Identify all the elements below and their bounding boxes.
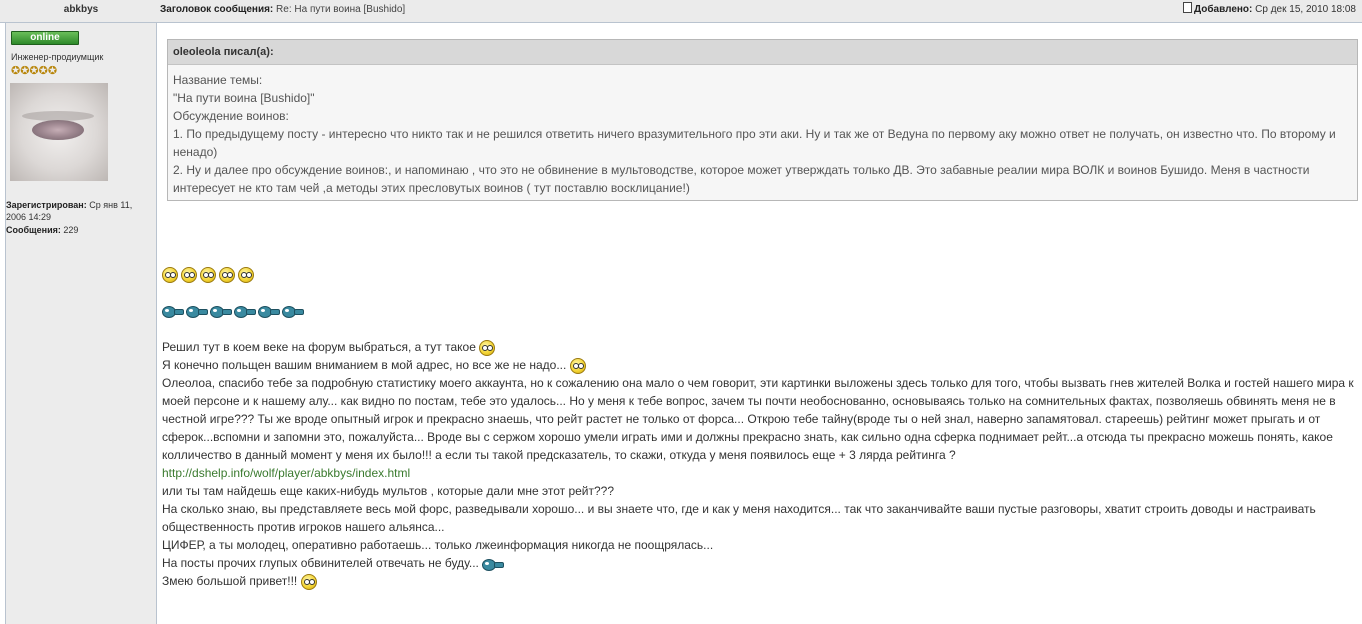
message-line xyxy=(162,338,1358,356)
post-count-info xyxy=(6,224,78,236)
rolling-eyes-smiley-icon xyxy=(238,267,254,283)
message-text: Я конечно польщен вашим вниманием в мой адрес, но все же не надо... xyxy=(162,358,567,372)
quote-line: Обсуждение воинов: xyxy=(173,109,289,123)
smiley-row-fish xyxy=(162,302,306,320)
posts-label: Сообщения: xyxy=(6,225,61,235)
registration-info xyxy=(6,199,154,223)
avatar xyxy=(10,83,108,181)
quote-block xyxy=(167,39,1358,201)
fish-smiley-icon xyxy=(210,305,230,317)
post-header xyxy=(0,0,1362,23)
quote-line: 2. Ну и далее про обсуждение воинов:, и напоминаю , что это не обвинение в мультоводстве, которое может утверждать только ДВ. Это забавные реалии мира ВОЛК и воинов Бушидо. Меня в частности интересует не кто там чей ,а методы этих пресловутых воинов ( тут поставлю восклицание!) xyxy=(173,163,1310,195)
fish-smiley-icon xyxy=(186,305,206,317)
fish-smiley-icon xyxy=(258,305,278,317)
quote-body xyxy=(168,65,1357,197)
message-line xyxy=(162,356,1358,374)
post-document-icon[interactable] xyxy=(1183,2,1192,13)
fish-smiley-icon xyxy=(162,305,182,317)
table-border-divider xyxy=(156,22,157,624)
message-text: Змею большой привет!!! xyxy=(162,574,298,588)
rolling-eyes-smiley-icon xyxy=(200,267,216,283)
joined-label: Зарегистрирован: xyxy=(6,200,87,210)
quote-line: 1. По предыдущему посту - интересно что никто так и не решился ответить ничего вразумительного про эти аки. Ну и так же от Ведуна по первому аку можно ответ не получать, он известно что. По второму и ненадо) xyxy=(173,127,1336,159)
author-profile-panel xyxy=(6,23,156,624)
embarrassed-smiley-icon xyxy=(570,358,586,374)
posted-value: Ср дек 15, 2010 18:08 xyxy=(1255,4,1356,15)
message-text: Решил тут в коем веке на форум выбраться, а тут такое xyxy=(162,340,476,354)
post-message-body xyxy=(162,338,1358,590)
message-paragraph: Олеолоа, спасибо тебе за подробную статистику моего аккаунта, но к сожалению она мало о чем говорит, эти картинки выложены здесь только для того, чтобы вызвать гнев жителей Волка и гостей нашего мира к моей персоне и к нашему алу... как видно по постам, тебе это удалось... Но у меня к тебе вопрос, зачем ты почти необоснованно, основываясь только на сомнительных фактах, позволяешь обвинять меня не в честной игре??? Ты же вроде опытный игрок и прекрасно знаешь, что рейт растет не только от форса... Открою тебе тайну(вроде ты о ней знал, наверно запамятовал. стареешь) рейтинг может прыгать и от сферок...вспомни и запомни это, пожалуйста... Вроде вы с сержом хорошо умели играть ими и должны прекрасно знать, как сильно одна сферка поднимает рейт...а отсюда ты прекрасно можешь понять, какое колличество в данный момент у меня их было!!! а если ты такой предсказатель, то скажи, откуда у меня появилось еще + 3 лярда рейтинга ? xyxy=(162,376,1354,462)
player-stats-link[interactable]: http://dshelp.info/wolf/player/abkbys/index.html xyxy=(162,466,411,480)
rolling-eyes-smiley-icon xyxy=(479,340,495,356)
avatar-eye xyxy=(32,120,84,140)
post-date xyxy=(1183,0,1356,20)
joined-value: Ср янв 11, 2006 14:29 xyxy=(6,200,133,222)
subject-label: Заголовок сообщения: xyxy=(160,4,274,15)
online-status-badge: online xyxy=(11,31,79,45)
post-subject xyxy=(160,0,405,20)
fish-smiley-icon xyxy=(234,305,254,317)
fish-smiley-icon xyxy=(482,558,502,570)
user-rank: Инженер-продиумщик xyxy=(11,52,104,62)
rolling-eyes-smiley-icon xyxy=(181,267,197,283)
posts-value: 229 xyxy=(63,225,79,235)
rank-stars-icon: ✪✪✪✪✪ xyxy=(11,65,58,77)
message-line: или ты там найдешь еще каких-нибудь мультов , которые дали мне этот рейт??? xyxy=(162,484,615,498)
posted-label: Добавлено: xyxy=(1194,4,1253,15)
grin-smiley-icon xyxy=(301,574,317,590)
subject-value: Re: На пути воина [Bushido] xyxy=(276,4,406,15)
message-link-line xyxy=(162,464,1358,482)
fish-smiley-icon xyxy=(282,305,302,317)
message-text: На посты прочих глупых обвинителей отвечать не буду... xyxy=(162,556,479,570)
quote-author: oleoleola писал(а): xyxy=(168,40,1357,65)
message-line xyxy=(162,554,1358,572)
quote-line: "На пути воина [Bushido]" xyxy=(173,91,315,105)
rolling-eyes-smiley-icon xyxy=(219,267,235,283)
quote-line: Название темы: xyxy=(173,73,263,87)
message-line xyxy=(162,572,1358,590)
post-author-name[interactable]: abkbys xyxy=(63,4,99,15)
message-line: ЦИФЕР, а ты молодец, оперативно работаешь... только лжеинформация никогда не поощрялась... xyxy=(162,538,714,552)
rolling-eyes-smiley-icon xyxy=(162,267,178,283)
smiley-row-rolling-eyes xyxy=(162,266,257,284)
message-paragraph: На сколько знаю, вы представляете весь мой форс, разведывали хорошо... и вы знаете что, где и как у меня находится... так что заканчивайте ваши пустые разговоры, хватит строить доводы и настраивать общественность против игроков нашего альянса... xyxy=(162,502,1316,534)
